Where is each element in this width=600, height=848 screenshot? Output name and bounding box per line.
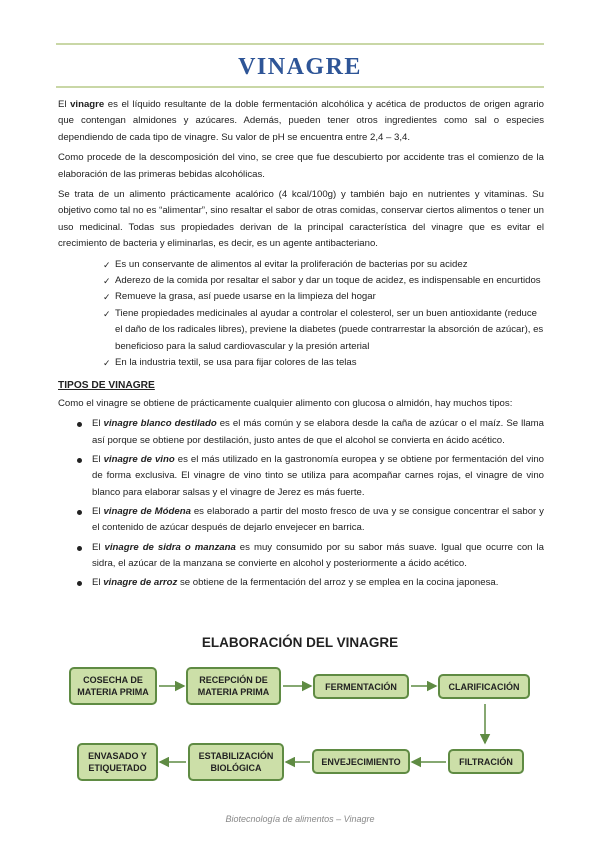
step-fermentacion: FERMENTACIÓN [313, 674, 409, 699]
types-intro: Como el vinagre se obtiene de prácticamente cualquier alimento con glucosa o almidón, hay muchos tipos: [58, 397, 513, 409]
step-envasado: ENVASADO Y ETIQUETADO [77, 743, 158, 781]
vinagre-keyword: vinagre [70, 99, 105, 110]
list-item: ✓ Es un conservante de alimentos al evitar la proliferación de bacterias por su acidez [103, 257, 544, 273]
checkmark-icon: ✓ [103, 308, 111, 319]
list-item: El vinagre blanco destilado es el más común y se elabora desde la caña de azúcar o el maíz. Se llama así porque se obtiene por destilación, justo antes de que el alcohol se convierta en ácido acético. [74, 416, 544, 449]
list-item: El vinagre de Módena es elaborado a partir del mosto fresco de uva y se consigue concentrar el sabor y el contenido de azúcar después de dejarlo envejecer en barrica. [74, 504, 544, 537]
list-item: El vinagre de arroz se obtiene de la fermentación del arroz y se emplea en la cocina japonesa. [74, 575, 544, 591]
list-item: El vinagre de sidra o manzana es muy consumido por su sabor más suave. Igual que ocurre con la sidra, el azúcar de la manzana se convierte en alcohol y posteriormente a ácido acético. [74, 540, 544, 573]
step-clarificacion: CLARIFICACIÓN [438, 674, 530, 699]
checkmark-icon: ✓ [103, 259, 111, 270]
page-title: VINAGRE [238, 54, 362, 80]
list-item: ✓ Aderezo de la comida por resaltar el sabor y dar un toque de acidez, es indispensable en encurtidos [103, 273, 544, 289]
intro-paragraph-3: Se trata de un alimento prácticamente acalórico (4 kcal/100g) y también bajo en nutrientes y vitaminas. Su objetivo como tal no es “alimentar”, sino resaltar el sabor de otras comidas, conservar ciertos alimentos o tener un uso medicinal. Todas sus propiedades derivan de la principal característica del vinagre que es evitar el crecimiento de bacteria y eliminarlas, es decir, es un agente antibacteriano. [58, 189, 544, 250]
checkmark-icon: ✓ [103, 358, 111, 369]
step-recepcion: RECEPCIÓN DE MATERIA PRIMA [186, 667, 281, 705]
list-item: El vinagre de vino es el más utilizado en la gastronomía europea y se obtiene por fermentación del vino de forma exclusiva. El vinagre de vino tinto se utiliza para acompañar carnes rojas, el vinagre de vino blanco para elaborar salsas y el vinagre de Jerez es más fuerte. [74, 452, 544, 501]
diagram-title: ELABORACIÓN DEL VINAGRE [201, 635, 399, 650]
step-cosecha: COSECHA DE MATERIA PRIMA [69, 667, 157, 705]
list-item: ✓ En la industria textil, se usa para fijar colores de las telas [103, 355, 544, 371]
checkmark-icon: ✓ [103, 292, 111, 303]
checkmark-icon: ✓ [103, 276, 111, 287]
intro-paragraph-2: Como procede de la descomposición del vino, se cree que fue descubierto por accidente tras el comienzo de la elaboración de las primeras bebidas alcohólicas. [58, 152, 544, 180]
step-filtracion: FILTRACIÓN [448, 749, 524, 774]
intro-paragraph-1: El vinagre es el líquido resultante de la doble fermentación alcohólica y acética de productos de origen agrario que contengan almidones y azúcares. Además, pueden tener otros ingredientes como sal o especies dependiendo de cada tipo de vinagre. Su valor de pH se encuentra entre 2,4 – 3,4. [58, 99, 544, 143]
list-item: ✓ Remueve la grasa, así puede usarse en la limpieza del hogar [103, 289, 544, 305]
list-item: ✓ Tiene propiedades medicinales al ayudar a controlar el colesterol, ser un buen antioxidante (reduce el daño de los radicales libres), previene la diabetes (puede contrarrestar la absorción de azúcar), es beneficioso para la salud cardiovascular y la presión arterial [103, 307, 544, 352]
page-footer: Biotecnología de alimentos – Vinagre [225, 814, 375, 824]
step-envejecimiento: ENVEJECIMIENTO [312, 749, 410, 774]
step-estabilizacion: ESTABILIZACIÓN BIOLÓGICA [188, 743, 284, 781]
types-heading: TIPOS DE VINAGRE [58, 379, 155, 391]
